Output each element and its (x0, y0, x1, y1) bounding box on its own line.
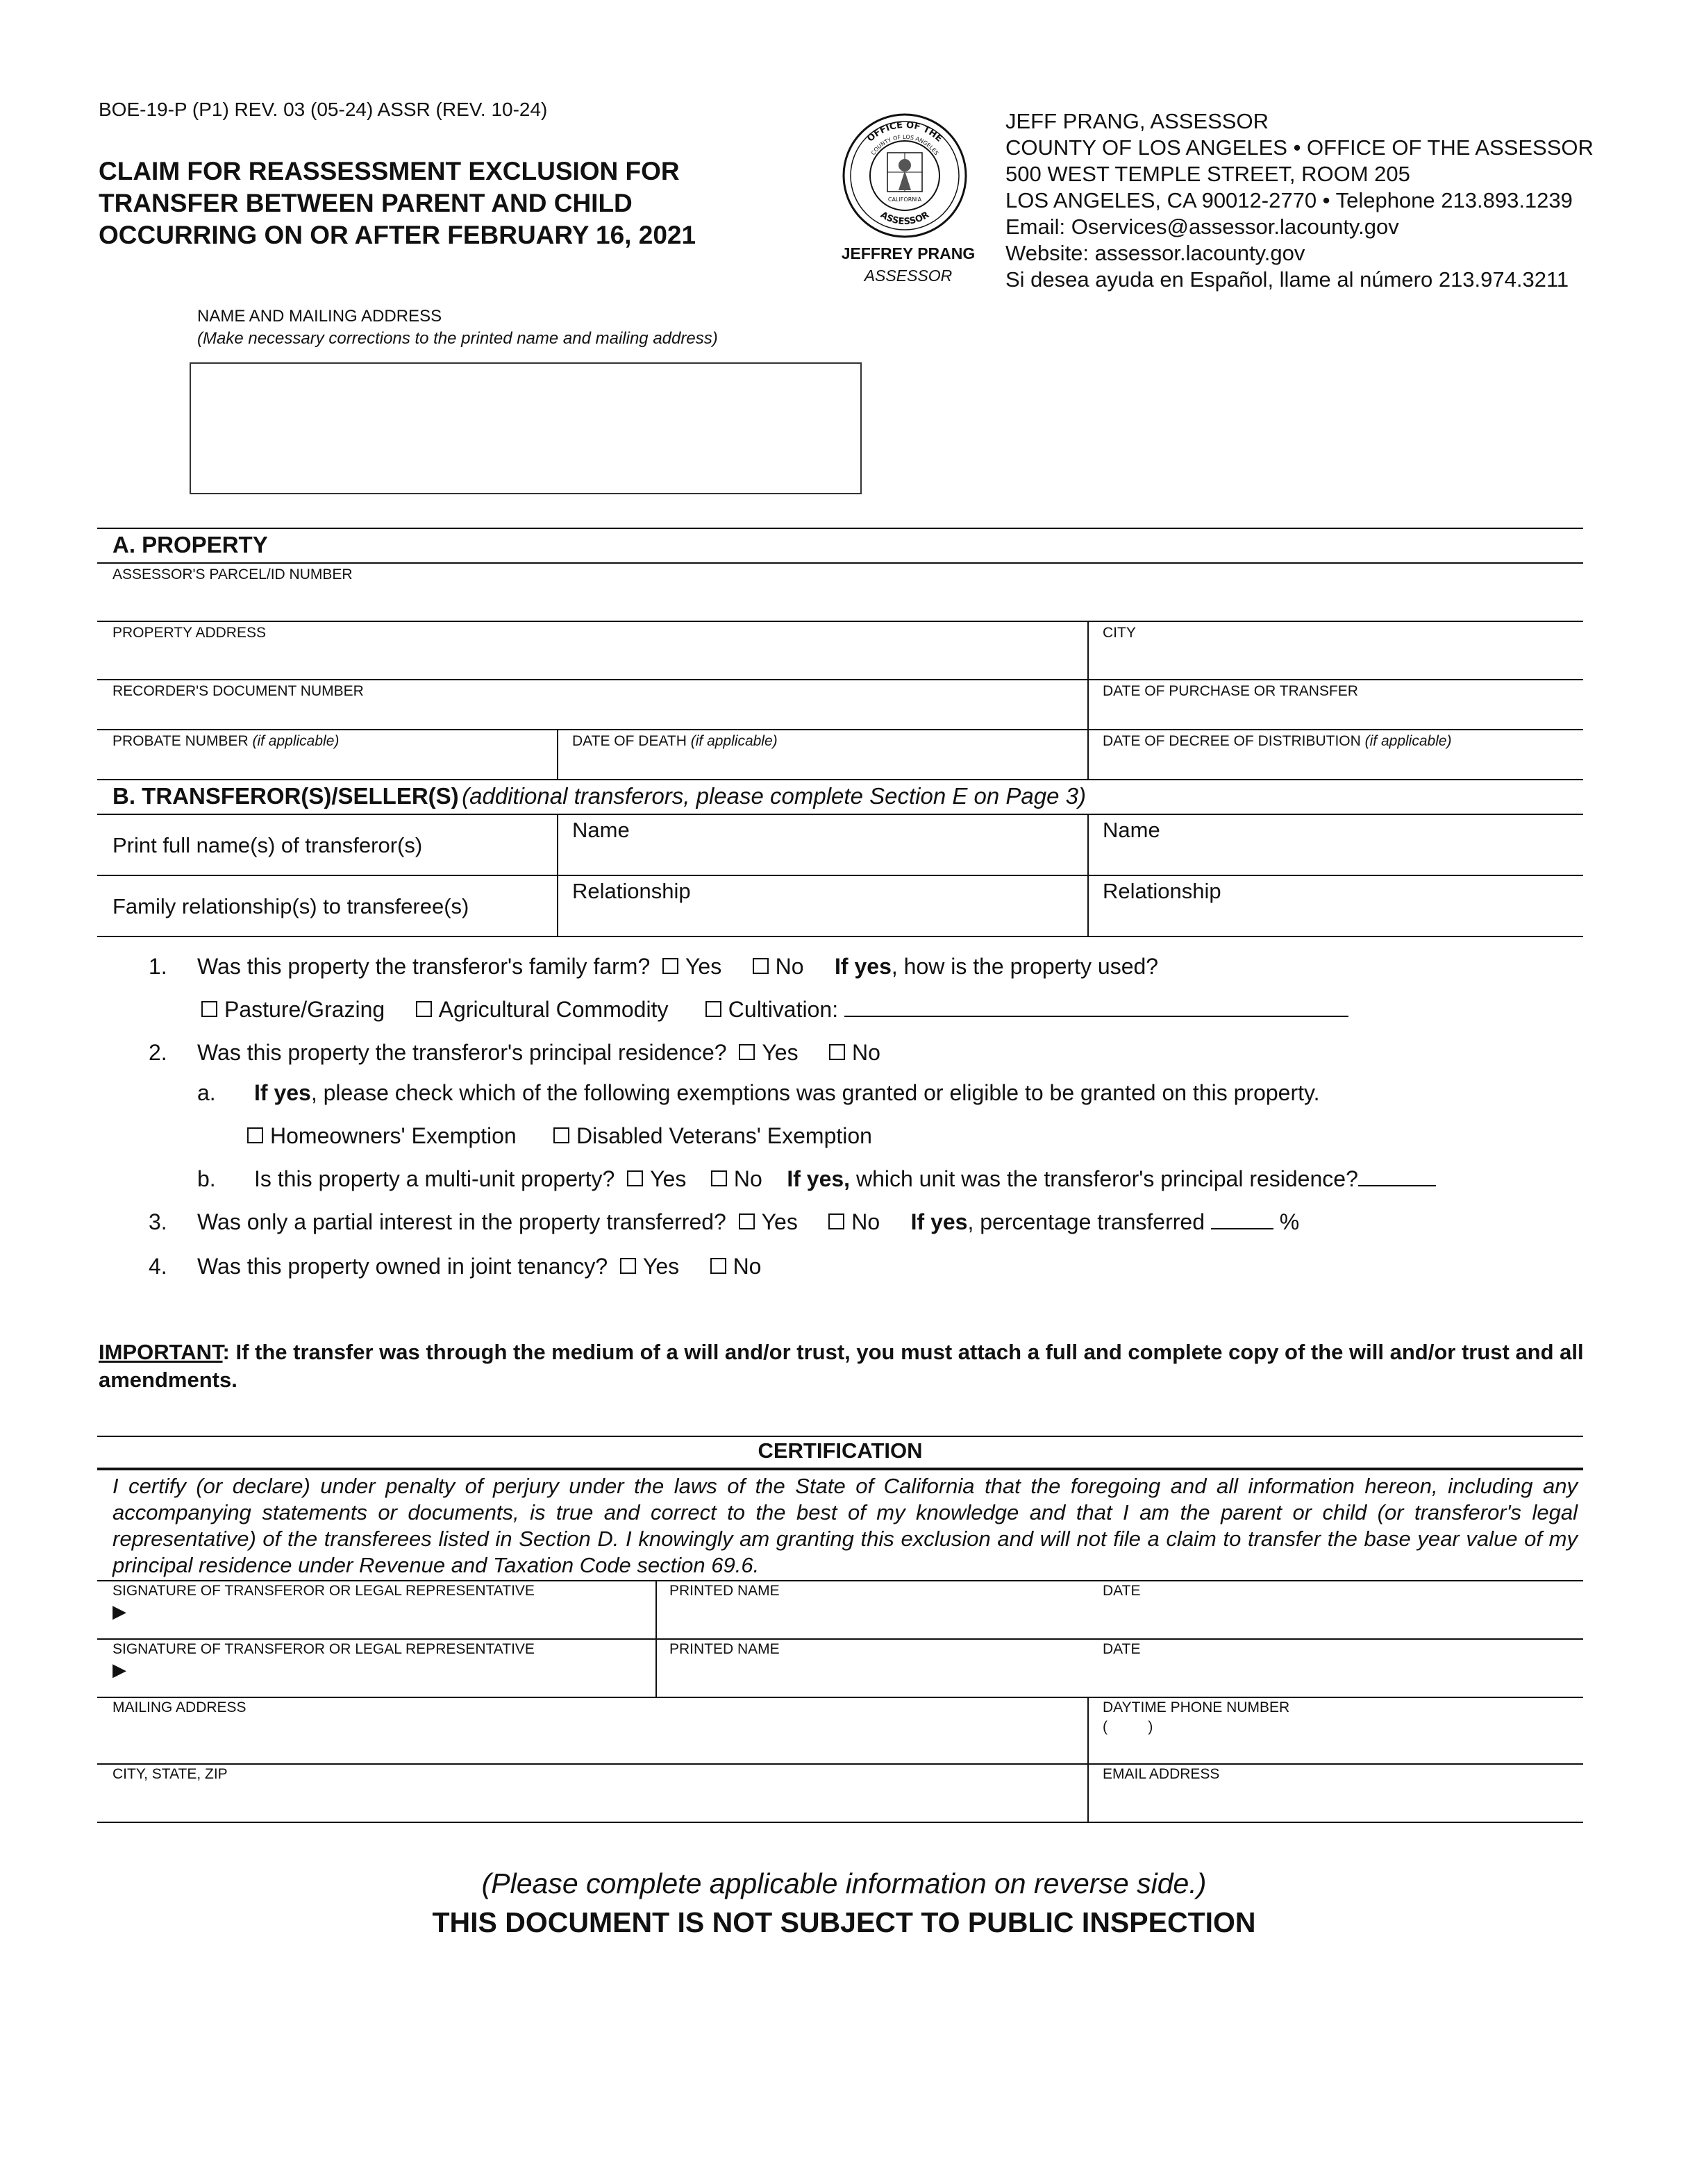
q3-yes-checkbox[interactable] (739, 1213, 755, 1229)
title-line-2: TRANSFER BETWEEN PARENT AND CHILD (99, 189, 633, 217)
question-2b-number: b. (197, 1166, 216, 1191)
assessor-seal-icon (842, 112, 968, 239)
printed-name-field-1[interactable] (657, 1598, 1086, 1638)
certification-text: I certify (or declare) under penalty of perjury under the laws of the State of California that the foregoing and all information hereon, including any accompanying statements or documents, is true and correct to the best of my knowledge and that I am the parent or child (or transferor's legal representative) of the transferees listed in Section D. I knowingly am granting this exclusion and will not file a claim to transfer the base year value of my principal residence under Revenue and Taxation Code section 69.6. (112, 1474, 1578, 1577)
important-notice: IMPORTANT: If the transfer was through the medium of a will and/or trust, you must attach a full and complete copy of the will and/or trust and all amendments. (99, 1340, 1584, 1392)
column-divider (655, 1580, 657, 1697)
relationship-column-label: Relationship (572, 879, 691, 903)
pasture-grazing-checkbox[interactable] (201, 1001, 217, 1017)
column-divider (1087, 814, 1089, 936)
divider (97, 1436, 1583, 1437)
q4-no-checkbox[interactable] (710, 1258, 726, 1274)
decree-date-label: DATE OF DECREE OF DISTRIBUTION (if applicable) (1103, 733, 1452, 749)
divider (97, 679, 1583, 680)
divider (97, 1638, 1583, 1640)
parcel-number-label: ASSESSOR'S PARCEL/ID NUMBER (112, 566, 353, 582)
section-b-heading: B. TRANSFEROR(S)/SELLER(S) (additional transferors, please complete Section E on Page 3) (112, 783, 1086, 809)
public-inspection-notice: THIS DOCUMENT IS NOT SUBJECT TO PUBLIC INSPECTION (432, 1906, 1256, 1938)
office-line: Si desea ayuda en Español, llame al número 213.974.3211 (1005, 267, 1569, 292)
date-label: DATE (1103, 1583, 1141, 1599)
mailing-address-label: MAILING ADDRESS (112, 1699, 246, 1715)
probate-number-field[interactable] (97, 750, 555, 779)
recorder-document-label: RECORDER'S DOCUMENT NUMBER (112, 683, 364, 699)
signature-arrow-icon: ▶ (112, 1601, 126, 1622)
date-of-death-label: DATE OF DEATH (if applicable) (572, 733, 778, 749)
question-2a-number: a. (197, 1080, 216, 1105)
title-line-3: OCCURRING ON OR AFTER FEBRUARY 16, 2021 (99, 221, 696, 249)
certification-heading: CERTIFICATION (758, 1438, 923, 1463)
purchase-date-label: DATE OF PURCHASE OR TRANSFER (1103, 683, 1358, 699)
office-contact-block (1005, 108, 1594, 293)
svg-text:OFFICE OF THE: OFFICE OF THE (865, 119, 944, 144)
column-divider (1087, 1697, 1089, 1822)
seal-name: JEFFREY PRANG (841, 244, 976, 262)
column-divider (557, 814, 558, 936)
relationship-field-1[interactable] (558, 905, 1086, 936)
question-2: Was this property the transferor's principal residence? Yes No (197, 1040, 880, 1065)
mailing-address-note: (Make necessary corrections to the printed name and mailing address) (197, 329, 718, 348)
question-2a-options: Homeowners' Exemption Disabled Veterans' Exemption (247, 1123, 872, 1149)
mailing-address-field[interactable] (97, 1716, 1086, 1763)
printed-name-label: PRINTED NAME (669, 1583, 780, 1599)
q1-no-checkbox[interactable] (753, 958, 769, 974)
percentage-field[interactable] (1211, 1227, 1273, 1229)
divider (97, 528, 1583, 529)
city-state-zip-label: CITY, STATE, ZIP (112, 1766, 228, 1782)
divider (97, 936, 1583, 937)
office-line: Email: Oservices@assessor.lacounty.gov (1005, 215, 1399, 239)
divider (97, 1822, 1583, 1823)
q3-no-checkbox[interactable] (828, 1213, 844, 1229)
form-code: BOE-19-P (P1) REV. 03 (05-24) ASSR (REV. 10-24) (99, 99, 548, 120)
divider (97, 562, 1583, 564)
signature-field-1[interactable] (139, 1598, 653, 1638)
divider (97, 779, 1583, 780)
agricultural-commodity-checkbox[interactable] (416, 1001, 432, 1017)
divider (97, 875, 1583, 876)
cultivation-checkbox[interactable] (705, 1001, 721, 1017)
phone-label: DAYTIME PHONE NUMBER (1103, 1699, 1290, 1715)
svg-text:COUNTY OF LOS ANGELES: COUNTY OF LOS ANGELES (869, 133, 940, 157)
question-2-number: 2. (149, 1040, 167, 1065)
office-line: COUNTY OF LOS ANGELES • OFFICE OF THE ASSESSOR (1005, 135, 1594, 160)
signature-label: SIGNATURE OF TRANSFEROR OR LEGAL REPRESENTATIVE (112, 1583, 535, 1599)
q1-yes-checkbox[interactable] (662, 958, 678, 974)
column-divider (557, 729, 558, 779)
printed-name-field-2[interactable] (657, 1656, 1086, 1697)
date-field-1[interactable] (1089, 1598, 1583, 1638)
name-column-label: Name (572, 818, 630, 842)
email-label: EMAIL ADDRESS (1103, 1766, 1220, 1782)
name-column-label: Name (1103, 818, 1160, 842)
principal-unit-field[interactable] (1358, 1184, 1436, 1186)
date-label: DATE (1103, 1641, 1141, 1657)
relationship-field-2[interactable] (1089, 905, 1583, 936)
mailing-address-box[interactable] (190, 362, 862, 494)
property-address-field[interactable] (97, 641, 1086, 679)
question-3-number: 3. (149, 1209, 167, 1234)
signature-field-2[interactable] (139, 1656, 653, 1697)
relationship-label: Family relationship(s) to transferee(s) (112, 894, 469, 918)
title-line-1: CLAIM FOR REASSESSMENT EXCLUSION FOR (99, 157, 680, 185)
question-1-number: 1. (149, 954, 167, 979)
q2b-no-checkbox[interactable] (711, 1170, 727, 1186)
property-address-label: PROPERTY ADDRESS (112, 625, 266, 641)
parcel-number-field[interactable] (97, 583, 1583, 621)
divider (97, 729, 1583, 730)
column-divider (1087, 729, 1089, 779)
signature-arrow-icon: ▶ (112, 1659, 126, 1680)
q2b-yes-checkbox[interactable] (627, 1170, 643, 1186)
section-a-heading: A. PROPERTY (112, 532, 268, 557)
disabled-veterans-exemption-checkbox[interactable] (553, 1127, 569, 1143)
date-of-death-field[interactable] (558, 750, 1086, 779)
question-1-options: Pasture/Grazing Agricultural Commodity Cultivation: (201, 997, 1348, 1023)
q2-yes-checkbox[interactable] (739, 1044, 755, 1060)
probate-number-label: PROBATE NUMBER (if applicable) (112, 733, 340, 749)
seal-title: ASSESSOR (864, 267, 953, 285)
reverse-side-note: (Please complete applicable information on reverse side.) (481, 1867, 1207, 1899)
relationship-column-label: Relationship (1103, 879, 1221, 903)
divider (97, 1468, 1583, 1470)
q2-no-checkbox[interactable] (829, 1044, 845, 1060)
recorder-document-field[interactable] (97, 700, 1086, 729)
svg-text:CALIFORNIA: CALIFORNIA (887, 196, 922, 203)
form-title (99, 156, 793, 251)
office-line: LOS ANGELES, CA 90012-2770 • Telephone 213.893.1239 (1005, 188, 1573, 212)
svg-text:ASSESSOR: ASSESSOR (878, 210, 931, 228)
printed-name-label: PRINTED NAME (669, 1641, 780, 1657)
question-2a: If yes, please check which of the following exemptions was granted or eligible to be granted on this property. (254, 1080, 1320, 1105)
purchase-date-field[interactable] (1089, 700, 1583, 729)
homeowners-exemption-checkbox[interactable] (247, 1127, 263, 1143)
city-label: CITY (1103, 625, 1136, 641)
question-4-number: 4. (149, 1254, 167, 1279)
city-state-zip-field[interactable] (97, 1783, 1086, 1822)
office-line: Website: assessor.lacounty.gov (1005, 241, 1305, 265)
q4-yes-checkbox[interactable] (620, 1258, 636, 1274)
question-2b: Is this property a multi-unit property? Yes No If yes, which unit was the transferor's principal residence? (254, 1166, 1436, 1192)
office-line: 500 WEST TEMPLE STREET, ROOM 205 (1005, 162, 1410, 186)
divider (97, 814, 1583, 815)
transferor-name-field-2[interactable] (1089, 844, 1583, 875)
decree-date-field[interactable] (1089, 750, 1583, 779)
signature-label: SIGNATURE OF TRANSFEROR OR LEGAL REPRESENTATIVE (112, 1641, 535, 1657)
city-field[interactable] (1089, 641, 1583, 679)
divider (97, 1697, 1583, 1698)
phone-area-code: ( ) (1103, 1719, 1153, 1735)
email-field[interactable] (1089, 1783, 1583, 1822)
question-4: Was this property owned in joint tenancy? Yes No (197, 1254, 762, 1279)
divider (97, 1580, 1583, 1581)
cultivation-field[interactable] (844, 1015, 1348, 1017)
office-line: JEFF PRANG, ASSESSOR (1005, 109, 1269, 133)
date-field-2[interactable] (1089, 1656, 1583, 1697)
phone-field[interactable] (1089, 1736, 1583, 1763)
divider (97, 621, 1583, 622)
question-1: Was this property the transferor's family farm? Yes No If yes, how is the property used? (197, 954, 1159, 979)
transferor-names-label: Print full name(s) of transferor(s) (112, 833, 423, 857)
transferor-name-field-1[interactable] (558, 844, 1086, 875)
mailing-address-label: NAME AND MAILING ADDRESS (197, 307, 442, 326)
divider (97, 1763, 1583, 1765)
question-3: Was only a partial interest in the property transferred? Yes No If yes, percentage transferred % (197, 1209, 1300, 1234)
